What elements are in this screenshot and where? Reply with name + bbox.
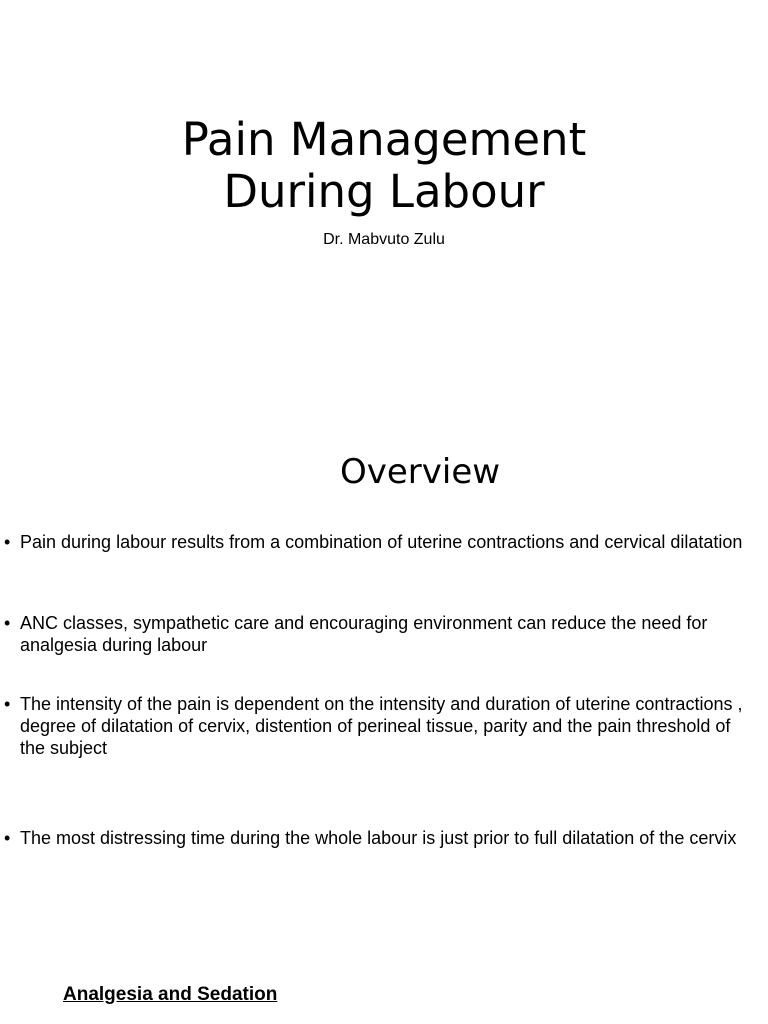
overview-slide <box>0 400 768 1024</box>
title-line-2: During Labour <box>223 165 545 218</box>
bullet-point-icon: • <box>4 613 11 633</box>
bullet-item-2 <box>4 612 756 656</box>
bullet-point-icon: • <box>4 828 11 848</box>
title-line-1: Pain Management <box>181 113 587 166</box>
author-name: Dr. Mabvuto Zulu <box>323 231 445 248</box>
bullet-point-icon: • <box>4 532 11 552</box>
bullet-text: Pain during labour results from a combination of uterine contractions and cervical dilatation <box>20 532 743 552</box>
bullet-item-1 <box>4 531 756 553</box>
overview-title: Overview <box>340 452 501 492</box>
bullet-point-icon: • <box>4 694 11 714</box>
bullet-item-4 <box>4 827 756 863</box>
title-slide <box>0 0 768 400</box>
bullet-text: The intensity of the pain is dependent on the intensity and duration of uterine contractions , degree of dilatation of cervix, distention of perineal tissue, parity and the pain threshold of the subject <box>20 694 743 758</box>
section-heading: Analgesia and Sedation <box>63 984 278 1005</box>
presentation-title <box>0 114 768 218</box>
bullet-text: ANC classes, sympathetic care and encouraging environment can reduce the need for analgesia during labour <box>20 613 708 655</box>
bullet-item-3 <box>4 693 756 759</box>
bullet-text: The most distressing time during the whole labour is just prior to full dilatation of the cervix <box>20 828 737 848</box>
